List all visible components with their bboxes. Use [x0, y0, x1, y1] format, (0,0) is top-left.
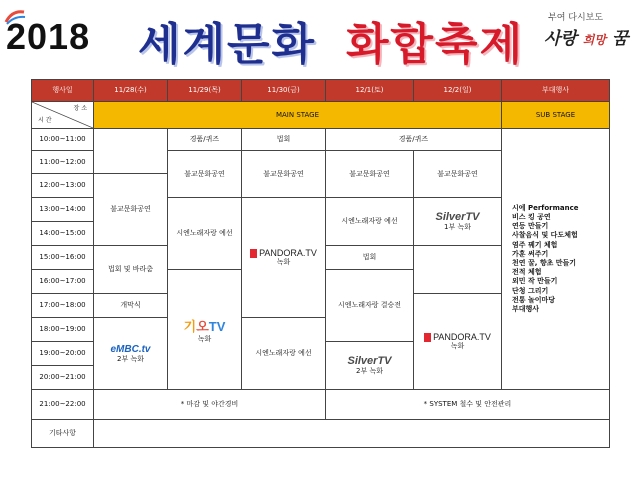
time-slot: 11:00~12:00 [32, 151, 94, 174]
gio-tv-logo: 기오TV [183, 318, 226, 334]
corner-time-label: 시 간 [38, 116, 52, 124]
pandora-tv-logo: PANDORA.TV [414, 332, 501, 342]
slogan-love: 사랑 [544, 29, 577, 49]
cell-perf-1130: 불교문화공연 [242, 151, 326, 198]
cell-quiz-weekend: 경품/퀴즈 [326, 129, 502, 151]
table-row [32, 390, 610, 420]
silver-caption: 2부 녹화 [356, 367, 383, 376]
time-slot: 21:00~22:00 [32, 390, 94, 420]
header-row [32, 80, 610, 102]
notes-cell [94, 420, 610, 448]
embc-caption: 2부 녹화 [117, 354, 144, 363]
cell-magic-1130: 법회 [242, 129, 326, 151]
cell-magic-1202: 법회 [326, 246, 414, 270]
header-date-1129: 11/29(목) [168, 80, 242, 102]
time-slot: 19:00~20:00 [32, 342, 94, 366]
list-item: 시에 Performance [512, 203, 579, 212]
table-row [32, 129, 610, 151]
list-item: 전적 체험 [512, 268, 542, 277]
time-slot: 18:00~19:00 [32, 318, 94, 342]
cell-quiz-1129: 경품/퀴즈 [168, 129, 242, 151]
list-item: 연등 만들기 [512, 222, 549, 231]
pandora-caption: 녹화 [276, 258, 291, 267]
header-banner [0, 0, 640, 74]
list-item: 비스 킹 공연 [512, 212, 551, 221]
empty-cell [94, 129, 168, 174]
time-slot: 16:00~17:00 [32, 270, 94, 294]
pandora-play-icon [250, 249, 257, 258]
slogan-hope: 희망 [582, 33, 606, 47]
main-stage-label: MAIN STAGE [94, 102, 502, 129]
cell-magic-barrel-1201: 법회 및 바라춤 [94, 246, 168, 294]
silver-caption: 1부 녹화 [444, 223, 471, 232]
list-item: 천연 꿀, 향초 만들기 [512, 259, 577, 267]
cell-seniors-1130: 시엔노래자랑 예선 [242, 318, 326, 390]
list-item: 단청 그리기 [512, 286, 549, 295]
cell-seniors-final-1202: 시엔노래자랑 결승전 [326, 270, 414, 342]
title-world-culture: 세계문화 [138, 19, 317, 70]
time-slot: 12:00~13:00 [32, 174, 94, 198]
slogan-dream: 꿈 [611, 29, 629, 49]
cell-opening-1128: 개막식 [94, 294, 168, 318]
header-date-1201: 12/1(토) [326, 80, 414, 102]
pandora-play-icon [424, 333, 431, 342]
header-date-1130: 11/30(금) [242, 80, 326, 102]
list-item: 부대행사 [512, 305, 540, 314]
list-item: 염주 꿰기 체험 [512, 240, 558, 249]
header-event-day: 행사일 [32, 80, 94, 102]
cell-pandora2-1201 [414, 294, 502, 390]
schedule-table [31, 79, 610, 448]
list-item: 사찰음식 및 다도체험 [512, 231, 578, 240]
cell-perf-1201: 불교문화공연 [326, 151, 414, 198]
title-harmony-festival: 화합축제 [346, 19, 525, 70]
festival-year: 2018 [6, 16, 91, 57]
slogan-caption: 부여 다시보도 [548, 13, 604, 23]
corner-place-label: 장 소 [73, 105, 87, 112]
cell-pandora-1130 [242, 198, 326, 318]
embc-tv-logo: eMBC.tv [110, 343, 151, 355]
cell-silver2-1202 [326, 342, 414, 390]
side-events-list [502, 204, 609, 315]
gio-caption: 녹화 [197, 334, 212, 343]
list-item: 가훈 써주기 [512, 249, 549, 258]
cell-perf-1129: 불교문화공연 [168, 151, 242, 198]
cell-gio-1129 [168, 270, 242, 390]
pandora-tv-logo: PANDORA.TV [242, 248, 325, 258]
list-item: 전통 놀이마당 [512, 295, 556, 304]
sub-stage-label: SUB STAGE [502, 102, 610, 129]
time-slot: 17:00~18:00 [32, 294, 94, 318]
list-item: 외민 작 만들기 [512, 277, 558, 286]
time-slot: 13:00~14:00 [32, 198, 94, 222]
time-slot: 10:00~11:00 [32, 129, 94, 151]
notes-label: 기타사항 [32, 420, 94, 448]
stage-row [32, 102, 610, 129]
cell-closing-security: * 마감 및 야간경비 [94, 390, 326, 420]
cell-seniors-1201: 시엔노래자랑 예선 [326, 198, 414, 246]
header-date-1128: 11/28(수) [94, 80, 168, 102]
header-date-1202: 12/2(일) [414, 80, 502, 102]
table-row [32, 420, 610, 448]
cell-perf-1128: 불교문화공연 [94, 174, 168, 246]
header-side-events: 부대행사 [502, 80, 610, 102]
cell-seniors-1129: 시엔노래자랑 예선 [168, 198, 242, 270]
corner-cell [32, 102, 94, 129]
silver-tv-logo: SilverTV [435, 211, 480, 224]
side-events-cell [502, 129, 610, 390]
cell-perf-1202: 불교문화공연 [414, 151, 502, 198]
silver-tv-logo: SilverTV [347, 355, 392, 368]
cell-system-removal: * SYSTEM 철수 및 안전관리 [326, 390, 610, 420]
cell-embc2-1128 [94, 318, 168, 390]
cell-silver1-1202 [414, 198, 502, 246]
pandora-caption: 녹화 [450, 342, 465, 351]
time-slot: 14:00~15:00 [32, 222, 94, 246]
time-slot: 20:00~21:00 [32, 366, 94, 390]
time-slot: 15:00~16:00 [32, 246, 94, 270]
slogan-logo [544, 24, 628, 49]
